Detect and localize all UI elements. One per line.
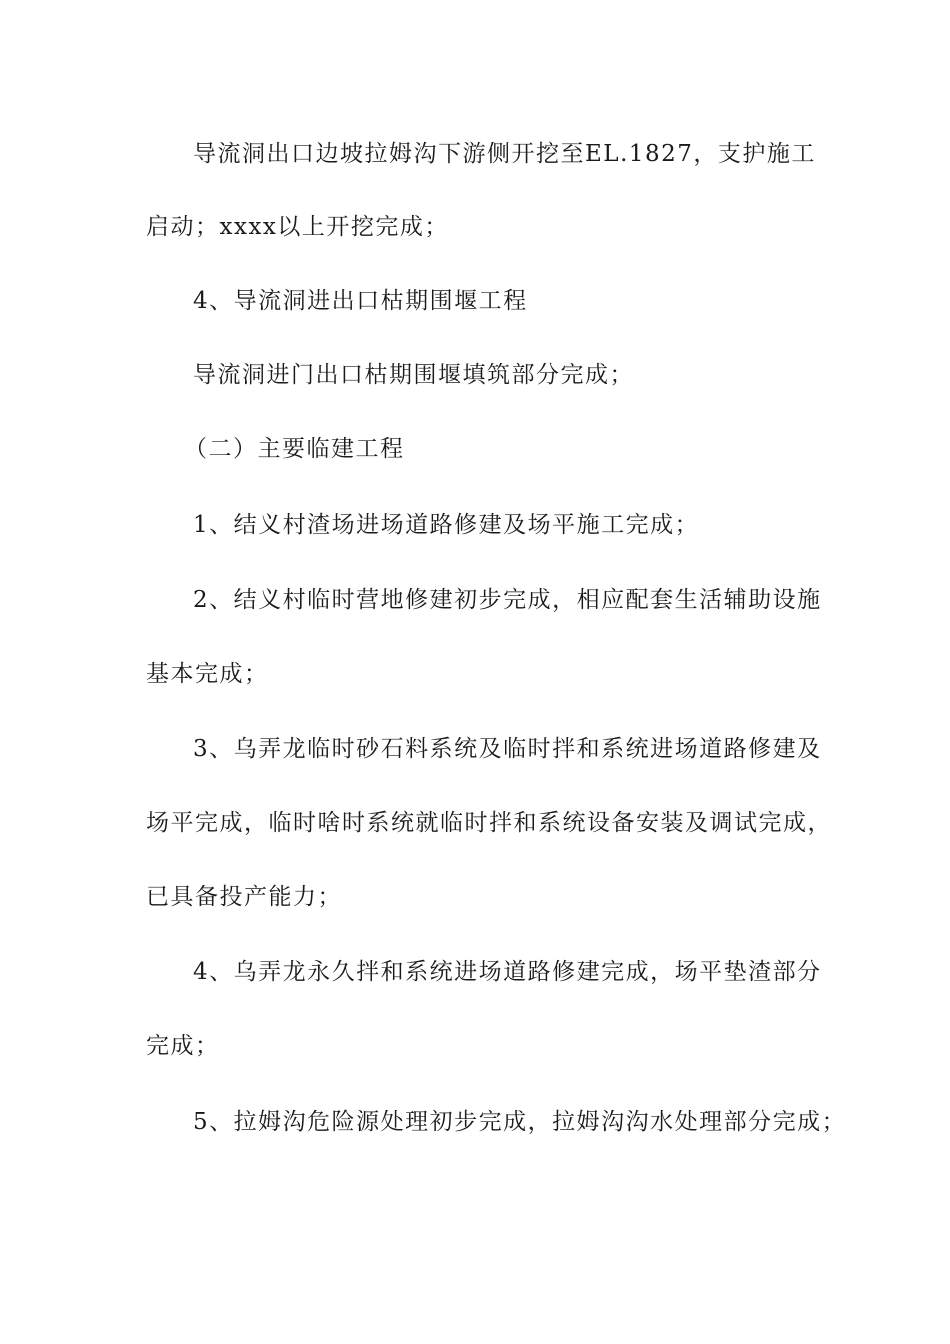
list-item: 1、结义村渣场进场道路修建及场平施工完成； (193, 512, 700, 538)
list-item-continuation: 场平完成，临时啥时系统就临时拌和系统设备安装及调试完成， (146, 810, 832, 836)
list-item: 5、拉姆沟危险源处理初步完成，拉姆沟沟水处理部分完成； (193, 1109, 847, 1135)
paragraph-line: 导流洞进门出口枯期围堰填筑部分完成； (193, 362, 634, 388)
paragraph-line: 导流洞出口边坡拉姆沟下游侧开挖至EL.1827，支护施工 (193, 141, 816, 167)
section-heading: 4、导流洞进出口枯期围堰工程 (193, 288, 528, 314)
section-heading: （二）主要临建工程 (184, 436, 405, 462)
list-item-continuation: 完成； (146, 1033, 220, 1059)
paragraph-line: 启动；xxxx以上开挖完成； (146, 214, 449, 240)
list-item-continuation: 已具备投产能力； (146, 884, 342, 910)
list-item-continuation: 基本完成； (146, 661, 269, 687)
list-item: 3、乌弄龙临时砂石料系统及临时拌和系统进场道路修建及 (193, 736, 822, 762)
list-item: 4、乌弄龙永久拌和系统进场道路修建完成，场平垫渣部分 (193, 959, 822, 985)
list-item: 2、结义村临时营地修建初步完成，相应配套生活辅助设施 (193, 587, 822, 613)
